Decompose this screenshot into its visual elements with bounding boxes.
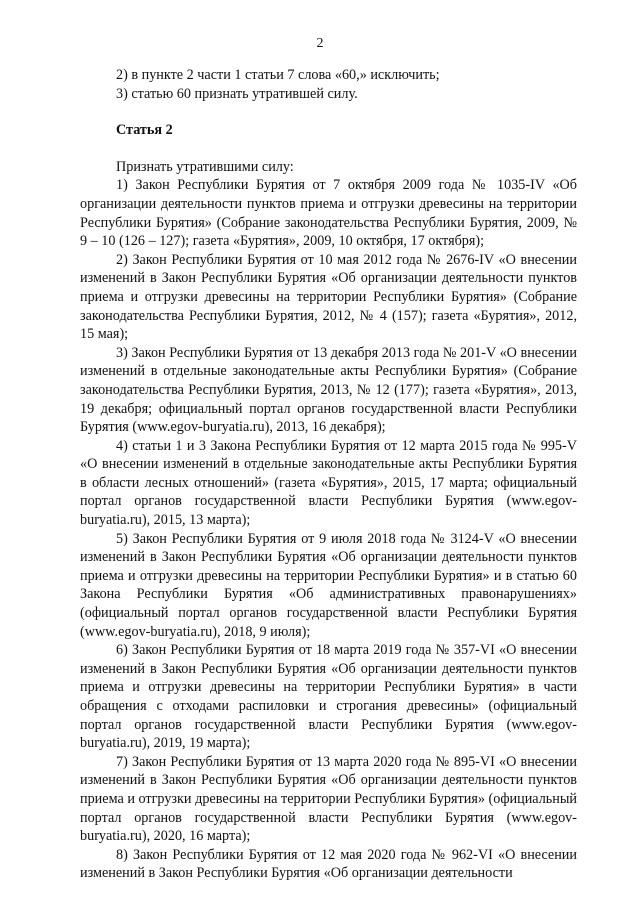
intro-item: 2) в пункте 2 части 1 статьи 7 слова «60,» исключить; xyxy=(116,67,440,83)
article-item: 8) Закон Республики Бурятия от 12 мая 2020 года № 962-VI «О внесении изменений в Закон Республики Бурятия «Об организации деятельности xyxy=(80,846,577,882)
article-title: Статья 2 xyxy=(116,122,173,139)
article-item: 6) Закон Республики Бурятия от 18 марта 2019 года № 357-VI «О внесении изменений в Закон Республики Бурятия «Об организации деятельности пунктов приема и отгрузки древесины на территории Республики Бурятия» в части обращения с отходами распиловки и строгания древесины» (официальный портал органов государственной власти Республики Бурятия (www.egov-buryatia.ru), 2019, 19 марта); xyxy=(80,642,577,752)
article-lead: Признать утратившими силу: xyxy=(116,158,294,175)
article-item: 7) Закон Республики Бурятия от 13 марта 2020 года № 895-VI «О внесении изменений в Закон Республики Бурятия «Об организации деятельности пунктов приема и отгрузки древесины на территории Республики Бурятия» (официальный портал органов государственной власти Республики Бурятия (www.egov-buryatia.ru), 2020, 16 марта); xyxy=(80,753,577,845)
article-item: 4) статьи 1 и 3 Закона Республики Бурятия от 12 марта 2015 года № 995-V «О внесении изменений в отдельные законодательные акты Республики Бурятия в области лесных отношений» (газета «Бурятия», 2015, 17 марта; официальный портал органов государственной власти Республики Бурятия (www.egov-buryatia.ru), 2015, 13 марта); xyxy=(80,437,577,529)
page-number: 2 xyxy=(316,36,324,51)
intro-item: 3) статью 60 признать утратившей силу. xyxy=(116,85,358,102)
article-item: 2) Закон Республики Бурятия от 10 мая 2012 года № 2676-IV «О внесении изменений в Закон Республики Бурятия «Об организации деятельности пунктов приема и отгрузки древесины на территории Республики Бурятия» (Собрание законодательства Республики Бурятия, 2012, № 4 (157); газета «Бурятия», 2012, 15 мая); xyxy=(80,251,577,343)
document-body xyxy=(80,66,577,883)
article-item: 3) Закон Республики Бурятия от 13 декабря 2013 года № 201-V «О внесении изменений в отдельные законодательные акты Республики Бурятия» (Собрание законодательства Республики Бурятия, 2013, № 12 (177); газета «Бурятия», 2013, 19 декабря; официальный портал органов государственной власти Республики Бурятия (www.egov-buryatia.ru), 2013, 16 декабря); xyxy=(80,344,577,436)
article-item: 1) Закон Республики Бурятия от 7 октября 2009 года № 1035-IV «Об организации деятельности пунктов приема и отгрузки древесины на территории Республики Бурятия» (Собрание законодательства Республики Бурятия, 2009, № 9 – 10 (126 – 127); газета «Бурятия», 2009, 10 октября, 17 октября); xyxy=(80,177,577,250)
article-item: 5) Закон Республики Бурятия от 9 июля 2018 года № 3124-V «О внесении изменений в Закон Республики Бурятия «Об организации деятельности пунктов приема и отгрузки древесины на территории Республики Бурятия» и в статью 60 Закона Республики Бурятия «Об административных правонарушениях» (официальный портал органов государственной власти Республики Бурятия (www.egov-buryatia.ru), 2018, 9 июля); xyxy=(80,530,577,640)
